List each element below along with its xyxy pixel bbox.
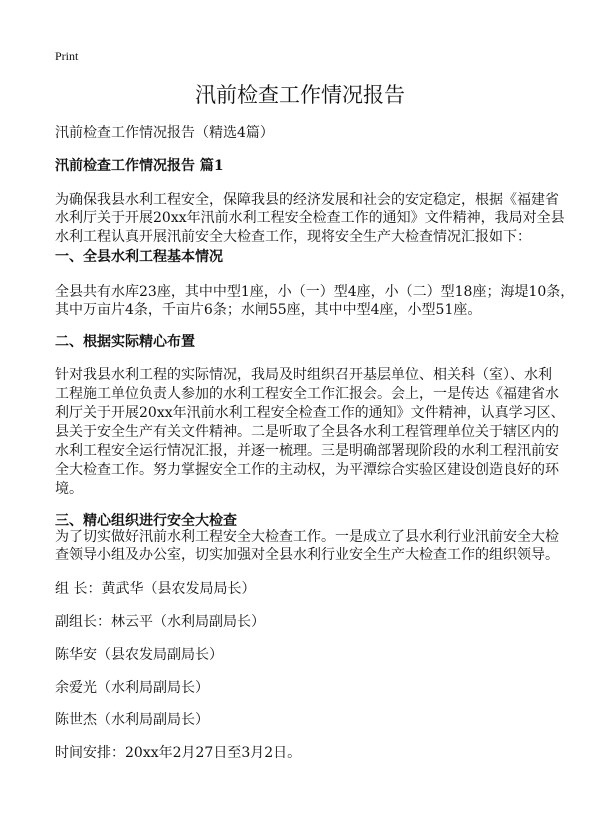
member-item: 陈世杰（水利局副局长） bbox=[55, 712, 209, 728]
page-title: 汛前检查工作情况报告 bbox=[195, 83, 405, 107]
paragraph-line: 针对我县水利工程的实际情况，我局及时组织召开基层单位、相关科（室）、水利 bbox=[55, 367, 552, 383]
paragraph-line: 境。 bbox=[55, 481, 83, 497]
paragraph-line: 为确保我县水利工程安全，保障我县的经济发展和社会的安定稳定，根据《福建省 bbox=[55, 192, 559, 208]
schedule-text: 时间安排：20xx年2月27日至3月2日。 bbox=[55, 745, 302, 761]
section2-heading: 二、根据实际精心布置 bbox=[55, 334, 195, 350]
section1-heading: 一、全县水利工程基本情况 bbox=[55, 249, 223, 265]
article-heading: 汛前检查工作情况报告 篇1 bbox=[55, 158, 224, 174]
print-link[interactable]: Print bbox=[55, 49, 79, 63]
paragraph-line: 查领导小组及办公室，切实加强对全县水利行业安全生产大检查工作的组织领导。 bbox=[55, 547, 559, 563]
subtitle: 汛前检查工作情况报告（精选4篇） bbox=[55, 125, 274, 141]
member-item: 陈华安（县农发局副局长） bbox=[55, 647, 223, 663]
paragraph-line: 县关于安全生产有关文件精神。二是听取了全县各水利工程管理单位关于辖区内的 bbox=[55, 424, 559, 440]
paragraph-line: 为了切实做好汛前水利工程安全大检查工作。一是成立了县水利行业汛前安全大检 bbox=[55, 529, 559, 545]
member-item: 副组长：林云平（水利局副局长） bbox=[55, 614, 265, 630]
paragraph-line: 水利厅关于开展20xx年汛前水利工程安全检查工作的通知》文件精神，我局对全县 bbox=[55, 210, 565, 226]
paragraph-line: 利厅关于开展20xx年汛前水利工程安全检查工作的通知》文件精神，认真学习区、 bbox=[55, 405, 565, 421]
member-item: 组 长：黄武华（县农发局局长） bbox=[55, 581, 256, 597]
section3-heading: 三、精心组织进行安全大检查 bbox=[55, 513, 237, 529]
paragraph-line: 全大检查工作。努力掌握安全工作的主动权，为平潭综合实验区建设创造良好的环 bbox=[55, 462, 559, 478]
paragraph-line: 水利工程安全运行情况汇报，并逐一梳理。三是明确部署现阶段的水利工程汛前安 bbox=[55, 443, 559, 459]
paragraph-line: 工程施工单位负责人参加的水利工程安全工作汇报会。会上，一是传达《福建省水 bbox=[55, 386, 559, 402]
paragraph-line: 其中万亩片4条，千亩片6条；水闸55座，其中中型4座，小型51座。 bbox=[55, 302, 482, 318]
member-item: 余爱光（水利局副局长） bbox=[55, 680, 209, 696]
paragraph-line: 水利工程认真开展汛前安全大检查工作，现将安全生产大检查情况汇报如下： bbox=[55, 229, 531, 245]
paragraph-line: 全县共有水库23座，其中中型1座，小（一）型4座，小（二）型18座；海堤10条， bbox=[55, 284, 575, 300]
